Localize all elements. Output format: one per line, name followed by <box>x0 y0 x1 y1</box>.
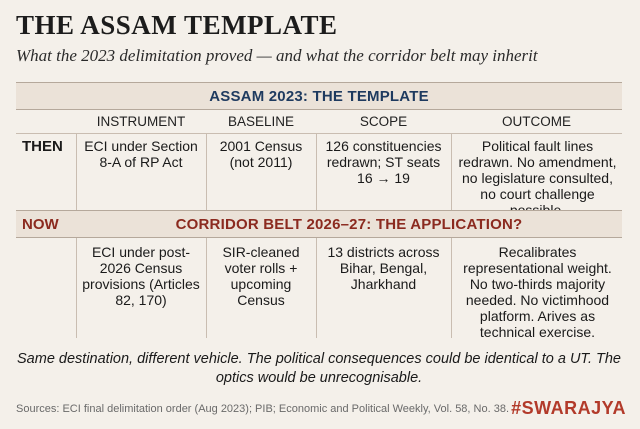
band-corridor <box>16 210 622 238</box>
comparison-table <box>16 82 622 338</box>
now-outcome: Recalibrates representational weight. No two-thirds majority needed. No victimhood platform. Arives as technical exercise. <box>463 244 612 340</box>
page-title: THE ASSAM TEMPLATE <box>16 10 338 40</box>
then-row <box>16 134 622 210</box>
col-head-instrument: INSTRUMENT <box>96 114 186 129</box>
brand-logo: #SWARAJYA <box>511 398 626 418</box>
now-row <box>16 238 622 338</box>
footer-note: Same destination, different vehicle. The political consequences could be identical to a UT. The optics would be unrecognisable. <box>17 351 621 386</box>
now-scope: 13 districts across Bihar, Bengal, Jharkhand <box>327 244 440 292</box>
then-scope: 126 constituencies redrawn; ST seats 16 → 19 <box>325 138 442 186</box>
sources-line: Sources: ECI final delimitation order (Aug 2023); PIB; Economic and Political Weekly, Vol. 58, No. 38. <box>16 403 510 415</box>
divider <box>451 238 452 338</box>
page-subtitle: What the 2023 delimitation proved — and what the corridor belt may inherit <box>16 46 538 65</box>
then-instrument: ECI under Section 8-A of RP Act <box>84 138 198 170</box>
band-assam <box>16 82 622 110</box>
col-head-scope: SCOPE <box>359 114 408 129</box>
divider <box>316 238 317 338</box>
divider <box>76 238 77 338</box>
now-label: NOW <box>22 216 59 233</box>
band-assam-title: ASSAM 2023: THE TEMPLATE <box>209 88 429 105</box>
col-head-outcome: OUTCOME <box>502 114 571 129</box>
now-baseline: SIR-cleaned voter rolls + upcoming Census <box>222 244 300 308</box>
then-outcome: Political fault lines redrawn. No amendment, no legislature consulted, no court challenge <box>458 138 617 202</box>
divider <box>76 134 77 210</box>
then-label: THEN <box>22 138 63 155</box>
divider <box>206 134 207 210</box>
divider <box>316 134 317 210</box>
now-instrument: ECI under post-2026 Census provisions (Articles 82, 170) <box>82 244 200 308</box>
then-baseline: 2001 Census (not 2011) <box>219 138 303 170</box>
column-headers <box>16 110 622 134</box>
divider <box>451 134 452 210</box>
col-head-baseline: BASELINE <box>227 114 295 129</box>
divider <box>206 238 207 338</box>
band-corridor-title: CORRIDOR BELT 2026–27: THE APPLICATION? <box>175 216 523 233</box>
